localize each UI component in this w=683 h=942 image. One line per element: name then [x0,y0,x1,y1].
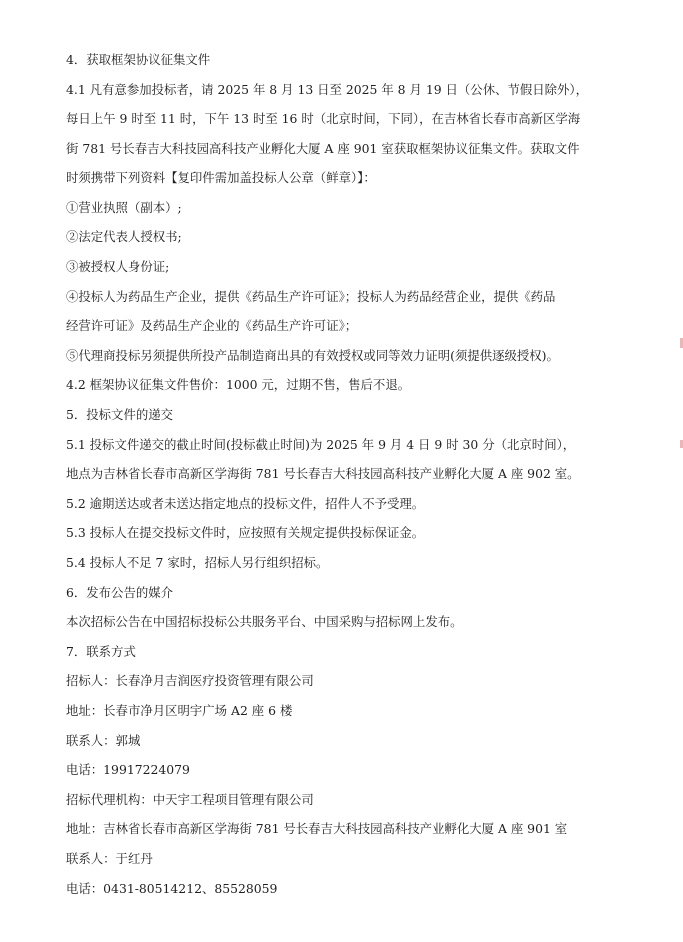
required-doc-5: ⑤代理商投标另须提供所投产品制造商出具的有效授权或同等效力证明(须提供逐级授权)。 [66,348,559,363]
clause-4-2: 4.2 框架协议征集文件售价：1000 元，过期不售，售后不退。 [66,377,411,392]
clause-4-1-line-2: 每日上午 9 时至 11 时，下午 13 时至 16 时（北京时间，下同），在吉林省长春市高新区学海 [66,111,581,126]
tenderer-address: 地址：长春市净月区明宇广场 A2 座 6 楼 [66,703,293,718]
required-doc-2: ②法定代表人授权书; [66,229,182,244]
section-4-heading: 4．获取框架协议征集文件 [66,52,211,67]
section-7-heading: 7．联系方式 [66,644,136,659]
clause-4-1-line-1: 4.1 凡有意参加投标者，请 2025 年 8 月 13 日至 2025 年 8 月 19 日（公休、节假日除外）， [66,82,589,97]
agency-name: 招标代理机构：中天宇工程项目管理有限公司 [66,792,314,807]
agency-contact: 联系人：于红丹 [66,851,153,866]
required-doc-4-line-2: 经营许可证》及药品生产企业的《药品生产许可证》； [66,318,358,333]
clause-4-1-line-3: 街 781 号长春吉大科技园高科技产业孵化大厦 A 座 901 室获取框架协议征集文件。获取文件 [66,141,580,156]
agency-phone: 电话：0431-80514212、85528059 [66,881,278,896]
clause-5-4: 5.4 投标人不足 7 家时，招标人另行组织招标。 [66,555,329,570]
clause-4-1-line-4: 时须携带下列资料【复印件需加盖投标人公章（鲜章）】： [66,170,376,185]
section-6-heading: 6．发布公告的媒介 [66,585,174,600]
clause-5-1-line-2: 地点为吉林省长春市高新区学海街 781 号长春吉大科技园高科技产业孵化大厦 A 座 902 室。 [66,466,580,481]
required-doc-3: ③被授权人身份证; [66,259,170,274]
tenderer-contact: 联系人：郭城 [66,733,141,748]
required-doc-4-line-1: ④投标人为药品生产企业，提供《药品生产许可证》；投标人为药品经营企业，提供《药品 [66,289,556,304]
agency-address: 地址：吉林省长春市高新区学海街 781 号长春吉大科技园高科技产业孵化大厦 A 座 901 室 [66,821,568,836]
clause-5-1-line-1: 5.1 投标文件递交的截止时间(投标截止时间)为 2025 年 9 月 4 日 9 时 30 分（北京时间）， [66,437,576,452]
clause-5-3: 5.3 投标人在提交投标文件时，应按照有关规定提供投标保证金。 [66,525,425,540]
clause-5-2: 5.2 逾期送达或者未送达指定地点的投标文件，招件人不予受理。 [66,496,425,511]
media-statement: 本次招标公告在中国招标投标公共服务平台、中国采购与招标网上发布。 [66,614,463,629]
required-doc-1: ①营业执照（副本）; [66,200,182,215]
tenderer-name: 招标人：长春净月吉润医疗投资管理有限公司 [66,673,314,688]
tenderer-phone: 电话：19917224079 [66,762,190,777]
section-5-heading: 5．投标文件的递交 [66,407,174,422]
